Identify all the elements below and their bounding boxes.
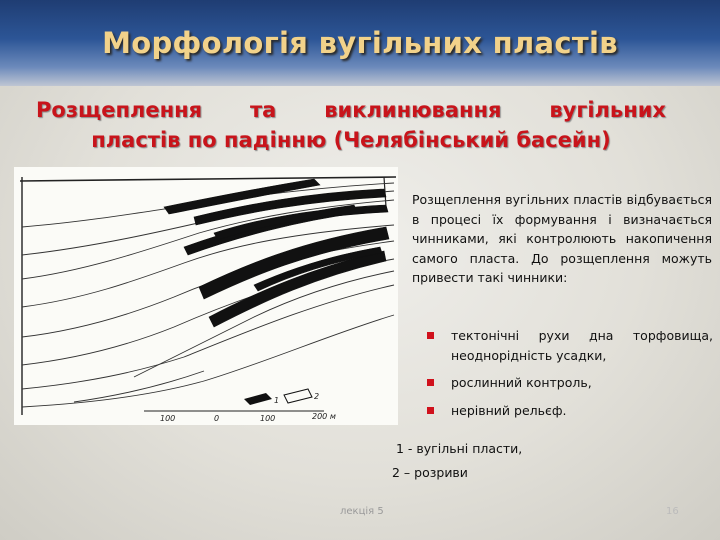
subtitle-word: Розщеплення (36, 98, 203, 122)
list-item-text: тектонічні рухи дна торфовища, неоднорідність усадки, (451, 328, 713, 363)
list-item-text: рослинний контроль, (451, 375, 592, 390)
figure-caption-legend (392, 437, 522, 485)
bullet-square-icon (427, 379, 434, 386)
page-number: 16 (666, 506, 679, 517)
subtitle-word: та (250, 98, 277, 122)
legend-item: 2 – розриви (392, 465, 468, 480)
subtitle-line-1 (36, 95, 666, 125)
scale-label: 200 м (312, 412, 336, 421)
list-item (425, 326, 713, 365)
list-item (425, 373, 713, 393)
subtitle-word: вугільних (549, 98, 666, 122)
list-item (425, 401, 713, 421)
slide-title: Морфологія вугільних пластів (102, 26, 618, 60)
slide-subtitle (36, 95, 666, 155)
scale-label: 100 (260, 414, 276, 423)
legend-item: 1 - вугільні пласти, (396, 441, 523, 456)
bullet-square-icon (427, 407, 434, 414)
figure-legend (244, 389, 319, 405)
subtitle-word: виклинювання (324, 98, 502, 122)
scale-label: 100 (160, 414, 176, 423)
scale-label: 0 (214, 414, 220, 423)
body-paragraph: Розщеплення вугільних пластів відбувається в процесі їх формування і визначається чинниками, які контролюють накопичення самого пласта. До розщеплення можуть привести такі чинники: (412, 192, 712, 285)
figure-legend-key-1: 1 (274, 396, 280, 405)
footer-text: лекція 5 (340, 506, 384, 517)
bullet-square-icon (427, 332, 434, 339)
figure-legend-key-2: 2 (314, 392, 320, 401)
factor-list (425, 326, 713, 428)
figure-drawing (14, 167, 398, 425)
subtitle-line-2: пластів по падінню (Челябінський басейн) (91, 128, 611, 152)
coal-seam-splitting-figure (14, 167, 398, 425)
list-item-text: нерівний рельєф. (451, 402, 567, 418)
